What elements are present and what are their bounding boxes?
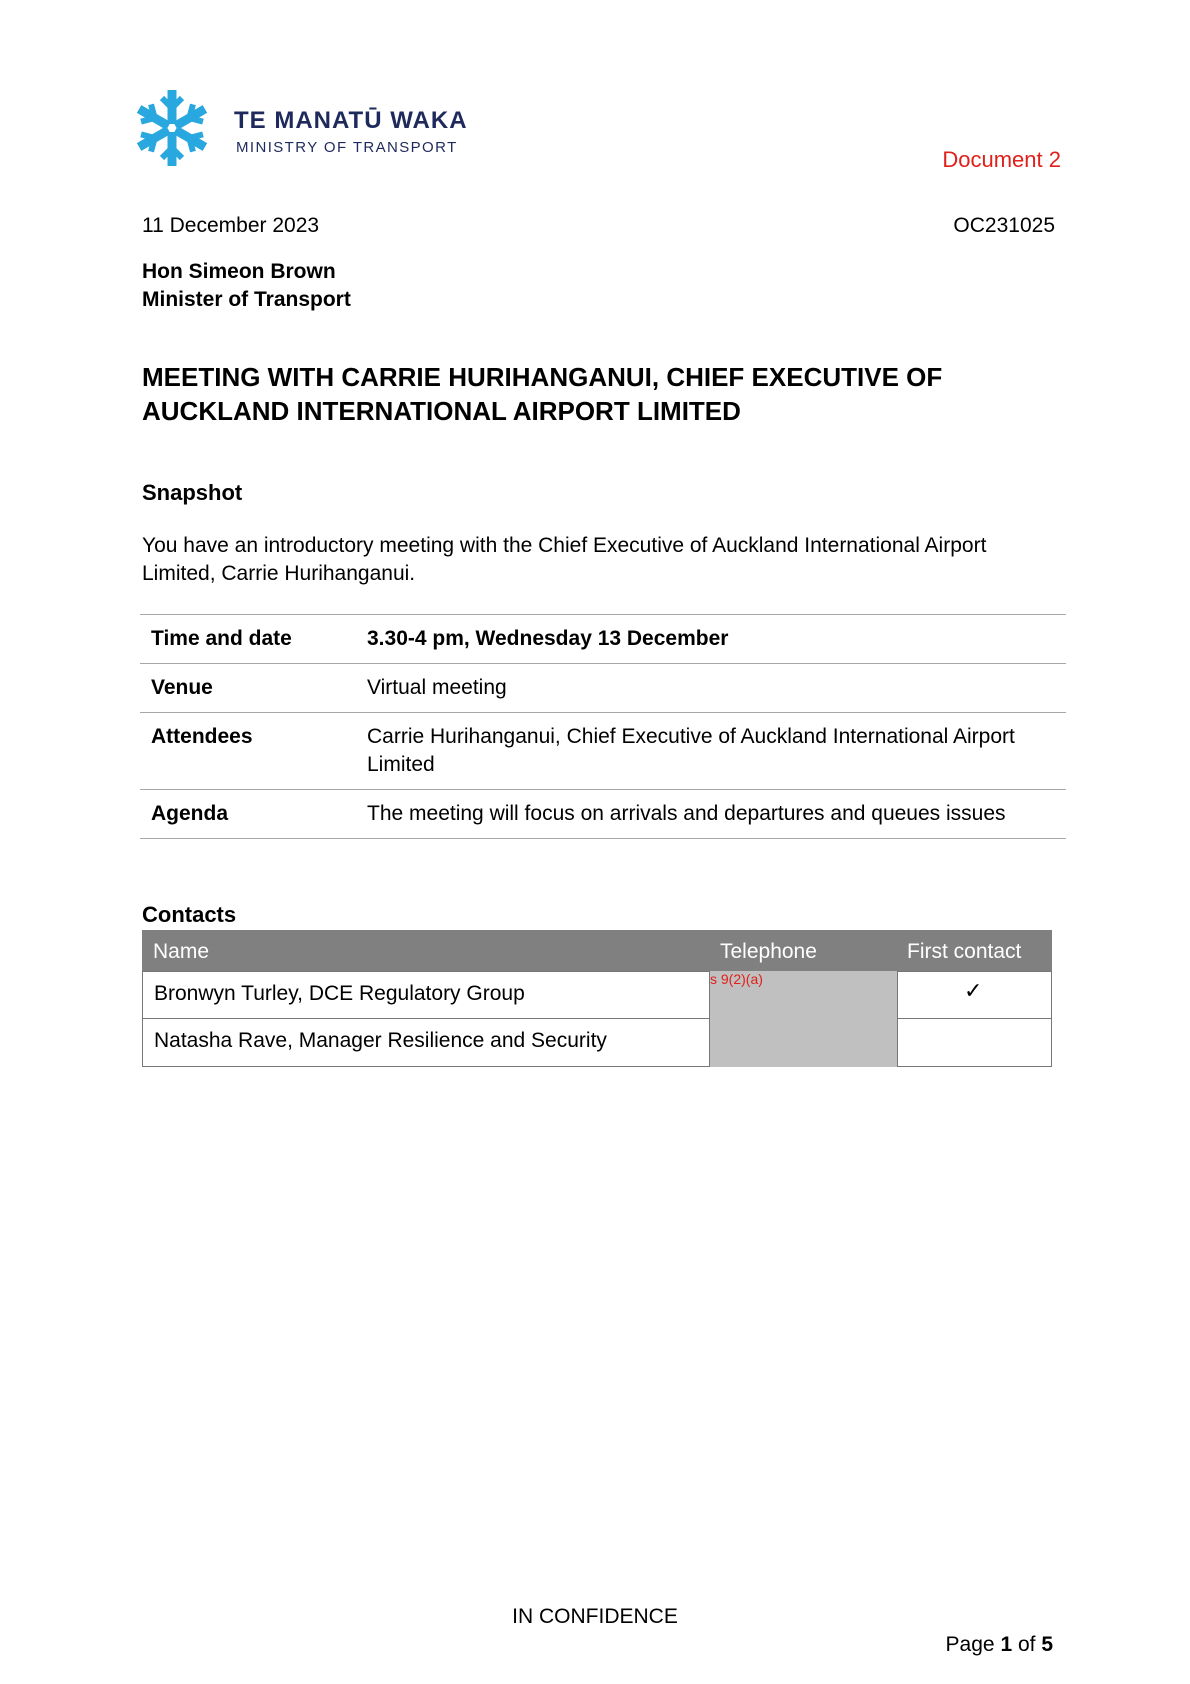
snapshot-heading: Snapshot bbox=[142, 480, 243, 505]
contact-name: Bronwyn Turley, DCE Regulatory Group bbox=[154, 982, 525, 1005]
ministry-logo-icon bbox=[130, 86, 214, 170]
check-icon: ✓ bbox=[964, 978, 983, 1003]
row-value: Carrie Hurihanganui, Chief Executive of Auckland International Airport Limited bbox=[367, 713, 1066, 790]
meeting-details-table bbox=[140, 614, 1066, 839]
table-row bbox=[140, 664, 1066, 713]
addressee-role: Minister of Transport bbox=[142, 288, 351, 311]
contacts-table-header bbox=[142, 930, 1052, 971]
row-value: The meeting will focus on arrivals and departures and queues issues bbox=[367, 790, 1066, 839]
page-title: MEETING WITH CARRIE HURIHANGANUI, CHIEF EXECUTIVE OF AUCKLAND INTERNATIONAL AIRPORT LIMITED bbox=[142, 362, 943, 426]
row-label: Time and date bbox=[140, 615, 367, 664]
row-label: Venue bbox=[140, 664, 367, 713]
logo-title: TE MANATŪ WAKA bbox=[234, 107, 468, 134]
addressee-name: Hon Simeon Brown bbox=[142, 260, 336, 283]
column-header-name: Name bbox=[153, 940, 210, 963]
page-of: of bbox=[1012, 1633, 1042, 1656]
row-value: 3.30-4 pm, Wednesday 13 December bbox=[367, 615, 1066, 664]
row-label: Agenda bbox=[140, 790, 367, 839]
contacts-table bbox=[142, 930, 1052, 1067]
first-contact-cell bbox=[897, 1018, 1052, 1067]
column-header-telephone: Telephone bbox=[720, 940, 817, 963]
column-header-first-contact: First contact bbox=[907, 940, 1022, 963]
document-date: 11 December 2023 bbox=[142, 214, 320, 237]
page-current: 1 bbox=[1000, 1633, 1013, 1656]
row-label: Attendees bbox=[140, 713, 367, 790]
table-row bbox=[142, 971, 710, 1020]
snapshot-intro: You have an introductory meeting with the Chief Executive of Auckland International Airport Limited, Carrie Hurihanganui. bbox=[142, 534, 987, 585]
document-label: Document 2 bbox=[942, 147, 1061, 172]
table-row bbox=[142, 1018, 710, 1067]
table-row bbox=[140, 790, 1066, 839]
addressee bbox=[142, 258, 351, 314]
logo-subtitle: MINISTRY OF TRANSPORT bbox=[236, 139, 458, 156]
page-total: 5 bbox=[1041, 1633, 1053, 1656]
contact-name: Natasha Rave, Manager Resilience and Security bbox=[154, 1029, 607, 1052]
table-row bbox=[140, 615, 1066, 664]
redaction-label: s 9(2)(a) bbox=[710, 971, 763, 987]
row-value: Virtual meeting bbox=[367, 664, 1066, 713]
table-row bbox=[140, 713, 1066, 790]
document-reference: OC231025 bbox=[953, 214, 1055, 237]
page-number bbox=[946, 1633, 1053, 1657]
classification-footer: IN CONFIDENCE bbox=[512, 1605, 678, 1628]
page-prefix: Page bbox=[945, 1633, 1001, 1656]
contacts-heading: Contacts bbox=[142, 902, 237, 927]
